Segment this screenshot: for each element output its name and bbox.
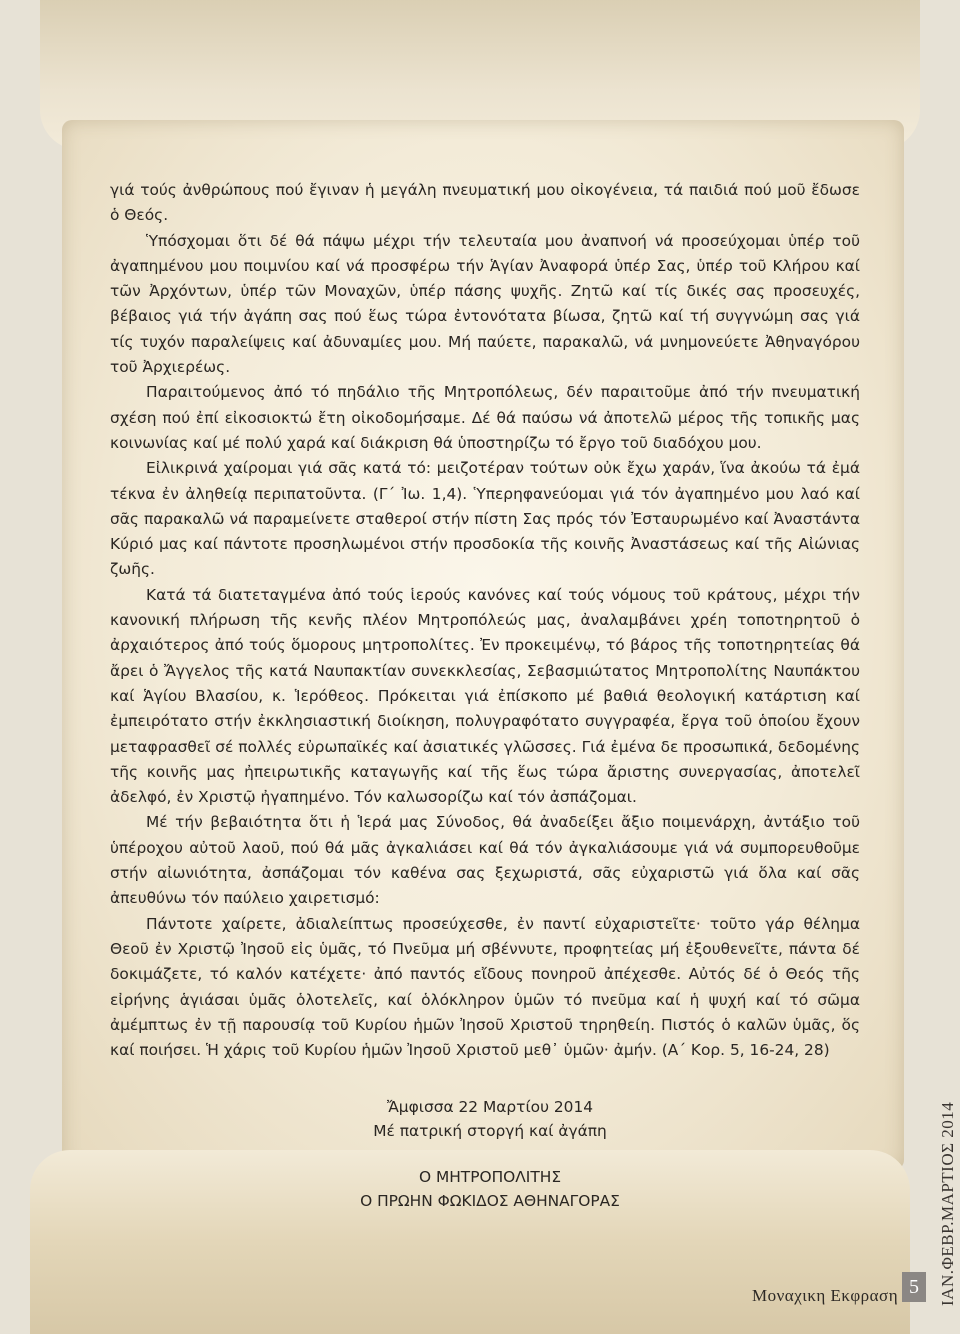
magazine-name: Μοναχικη Εκφραση [752,1286,899,1305]
issue-text: ΙΑΝ.ΦΕΒΡ.ΜΑΡΤΙΟΣ 2014 [938,1101,957,1306]
paragraph: Κατά τά διατεταγμένα ἀπό τούς ἱερούς κανόνες καί τούς νόμους τοῦ κράτους, μέχρι τήν κανονική πλήρωση τῆς κενῆς πλέον Μητροπόλεώς μας, ἀναλαμβάνει χρέη τοποτηρητοῦ ὁ ἀρχαιότερος ἀπό τούς ὅμορους μητροπολίτες. Ἐν προκειμένῳ, τό βάρος τῆς τοποτηρητείας θά ἄρει ὁ Ἄγγελος τῆς κατά Ναυπακτίαν συνεκκλεσίας, Σεβασμιώτατος Μητροπολίτης Ναυπάκτου καί Ἁγίου Βλασίου, κ. Ἱερόθεος. Πρόκειται γιά ἐπίσκοπο μέ βαθιά θεολογική κατάρτιση καί ἐμπειρότατο στήν ἐκκλησιαστική διοίκηση, πολυγραφότατο συγγραφέα, ἔργα τοῦ ὁποίου ἔχουν μεταφρασθεῖ σέ πολλές εὐρωπαϊκές καί ἀσιατικές γλῶσσες. Γιά ἐμένα δε προσωπικά, δεδομένης τῆς κοινῆς μας ἠπειρωτικῆς καταγωγῆς καί τῆς ἕως τώρα ἄριστης συνεργασίας, ἀποτελεῖ ἀδελφό, ἐν Χριστῷ ἠγαπημένο. Τόν καλωσορίζω καί τόν ἀσπάζομαι. [110,585,860,807]
paragraph: Μέ τήν βεβαιότητα ὅτι ἡ Ἱερά μας Σύνοδος, θά ἀναδείξει ἄξιο ποιμενάρχη, ἀντάξιο τοῦ ὑπέροχου αὐτοῦ λαοῦ, πού θά μᾶς ἀγκαλιάσει καί θά τόν ἀγκαλιάσουμε γιά νά συμπορευθοῦμε στήν αἰωνιότητα, ἀσπάζομαι τόν καθένα σας ξεχωριστά, σᾶς εὐχαριστῶ γιά ὅλα καί σᾶς ἀπευθύνω τόν παύλειο χαιρετισμό: [110,813,860,908]
paragraph: γιά τούς ἀνθρώπους πού ἔγιναν ἡ μεγάλη πνευματική μου οἰκογένεια, τά παιδιά πού μοῦ ἔδωσε ὁ Θεός. [110,181,860,225]
signatory-title: Ο ΜΗΤΡΟΠΟΛΙΤΗΣ [418,1168,562,1186]
paragraph: Εἰλικρινά χαίρομαι γιά σᾶς κατά τό: μειζοτέραν τούτων οὐκ ἔχω χαράν, ἵνα ἀκούω τά ἐμά τέκνα ἐν ἀληθείᾳ περιπατοῦντα. (Γ΄ Ἰω. 1,4). Ὑπερηφανεύομαι γιά τόν ἀγαπημένο μου λαό καί σᾶς παρακαλῶ νά παραμείνετε σταθεροί στήν πίστη Σας πρός τόν Ἐσταυρωμένο καί Ἀναστάντα Κύριό μας καί πάντοτε προσηλωμένοι στήν προσδοκία τῆς κοινῆς Ἀναστάσεως καί τῆς Αἰώνιας ζωῆς. [110,459,860,579]
letter-body [110,178,860,1063]
place-date: Ἄμφισσα 22 Μαρτίου 2014 [386,1098,594,1116]
signatory-name: Ο ΠΡΩΗΝ ΦΩΚΙΔΟΣ ΑΘΗΝΑΓΟΡΑΣ [360,1192,620,1210]
page-number: 5 [902,1272,926,1302]
paragraph: Πάντοτε χαίρετε, ἀδιαλείπτως προσεύχεσθε, ἐν παντί εὐχαριστεῖτε· τοῦτο γάρ θέλημα Θεοῦ ἐν Χριστῷ Ἰησοῦ εἰς ὑμᾶς, τό Πνεῦμα μή σβέννυτε, προφητείας μή ἐξουθενεῖτε, πάντα δέ δοκιμάζετε, τό καλόν κατέχετε· ἀπό παντός εἴδους πονηροῦ ἀπέχεσθε. Αὐτός δέ ὁ Θεός τῆς εἰρήνης ἁγιάσαι ὑμᾶς ὁλοτελεῖς, καί ὁλόκληρον ὑμῶν τό πνεῦμα καί ἡ ψυχή καί τό σῶμα ἀμέμπτως ἐν τῇ παρουσίᾳ τοῦ Κυρίου ἡμῶν Ἰησοῦ Χριστοῦ τηρηθείη. Πιστός ὁ καλῶν ὑμᾶς, ὅς καί ποιήσει. Ἡ χάρις τοῦ Κυρίου ἡμῶν Ἰησοῦ Χριστοῦ μεθ᾽ ὑμῶν· ἀμήν. (Α΄ Κορ. 5, 16-24, 28) [110,914,860,1060]
paragraph: Παραιτούμενος ἀπό τό πηδάλιο τῆς Μητροπόλεως, δέν παραιτοῦμε ἀπό τήν πνευματική σχέση πού ἐπί εἰκοσιοκτώ ἔτη οἰκοδομήσαμε. Δέ θά παύσω νά ἀποτελῶ μέρος τῆς τοπικῆς μας κοινωνίας καί μέ πολύ χαρά καί διάκριση θά ὑποστηρίζω τό ἔργο τοῦ διαδόχου μου. [110,383,860,452]
paragraph: Ὑπόσχομαι ὅτι δέ θά πάψω μέχρι τήν τελευταία μου ἀναπνοή νά προσεύχομαι ὑπέρ τοῦ ἀγαπημένου μου ποιμνίου καί νά προσφέρω τήν Ἁγίαν Ἀναφορά ὑπέρ Σας, ὑπέρ τοῦ Κλήρου καί τῶν Ἀρχόντων, ὑπέρ τῶν Μοναχῶν, ὑπέρ πάσης ψυχῆς. Ζητῶ καί τίς δικές σας προσευχές, βέβαιος γιά τήν ἀγάπη σας πού ἕως τώρα ἐντονότατα βίωσα, ζητῶ καί τή συγγνώμη σας γιά τίς τυχόν παραλείψεις καί ἀδυναμίες μου. Μή παύετε, παρακαλῶ, νά μνημονεύετε Ἀθηναγόρου τοῦ Ἀρχιερέως. [110,231,860,377]
closing-line: Μέ πατρική στοργή καί ἀγάπη [373,1122,607,1140]
signature-block [300,1095,680,1213]
